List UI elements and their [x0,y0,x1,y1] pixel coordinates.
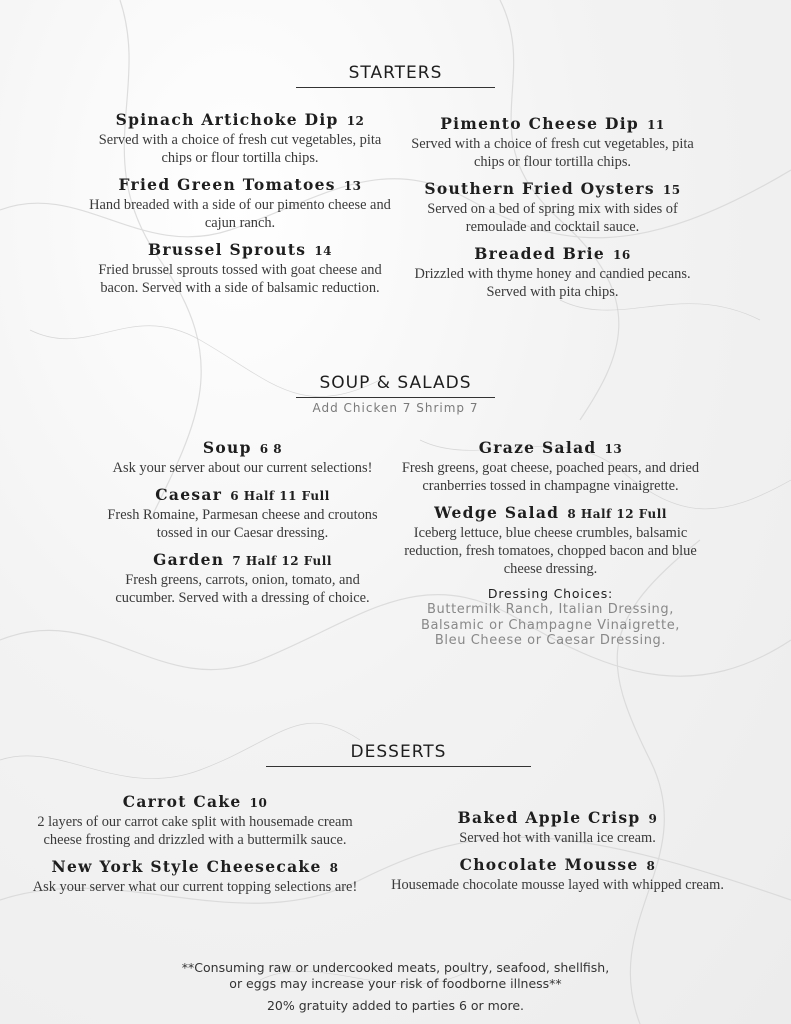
menu-item [400,179,705,236]
desserts-left-column [25,792,365,904]
item-description: Fried brussel sprouts tossed with goat cheese and bacon. Served with a side of balsamic reduction. [98,262,382,296]
item-name: Pimento Cheese Dip [440,114,640,133]
add-protein-note: Add Chicken 7 Shrimp 7 [312,401,479,415]
item-price: 8 [646,859,656,873]
dressing-line: Buttermilk Ranch, Italian Dressing, [427,602,674,617]
menu-item [398,438,703,495]
item-name: Graze Salad [478,438,597,457]
food-safety-warning: **Consuming raw or undercooked meats, poultry, seafood, shellfish, [181,960,610,975]
item-price: 13 [604,442,623,456]
menu-item [380,808,735,847]
dressing-choices-title: Dressing Choices: [487,586,614,601]
desserts-heading: DESSERTS [266,742,531,767]
item-name: Chocolate Mousse [459,855,639,874]
menu-item [95,485,390,542]
starters-right-column [400,114,705,309]
item-price: 6 8 [259,442,283,456]
soup-salads-heading: SOUP & SALADS [296,373,495,398]
item-name: Breaded Brie [474,244,606,263]
item-price: 9 [648,812,658,826]
item-name: Carrot Cake [122,792,242,811]
item-price: 11 [647,118,665,132]
item-name: Southern Fried Oysters [424,179,655,198]
food-safety-warning: or eggs may increase your risk of foodborne illness** [229,976,562,991]
menu-item [380,855,735,894]
soup-right-column [398,438,703,649]
dressing-line: Balsamic or Champagne Vinaigrette, [420,617,681,633]
item-description: Fresh greens, goat cheese, poached pears, and dried cranberries tossed in champagne vinaigrette. [401,460,700,494]
dressing-line: Bleu Cheese or Caesar Dressing. [434,633,667,648]
menu-item [85,175,395,232]
item-name: Brussel Sprouts [147,240,307,259]
item-description: Served with a choice of fresh cut vegetables, pita chips or flour tortilla chips. [98,132,382,166]
soup-left-column [95,438,390,615]
item-price: 7 Half 12 Full [232,554,332,568]
item-price: 6 Half 11 Full [230,489,330,503]
menu-item [400,114,705,171]
item-description: Housemade chocolate mousse layed with whipped cream. [391,877,724,893]
item-description: Served on a bed of spring mix with sides of remoulade and cocktail sauce. [427,201,678,235]
dressing-choices [398,586,703,649]
item-price: 15 [662,183,681,197]
item-name: New York Style Cheesecake [51,857,322,876]
menu-item [25,857,365,896]
gratuity-note: 20% gratuity added to parties 6 or more. [266,998,525,1013]
item-name: Caesar [155,485,223,504]
item-description: Fresh Romaine, Parmesan cheese and croutons tossed in our Caesar dressing. [107,507,378,541]
menu-item [95,550,390,607]
item-price: 8 [329,861,339,875]
item-price: 16 [613,248,631,262]
item-name: Baked Apple Crisp [457,808,641,827]
desserts-right-column [380,808,735,902]
starters-heading: STARTERS [296,63,495,88]
menu-item [85,110,395,167]
item-description: Served with a choice of fresh cut vegetables, pita chips or flour tortilla chips. [411,136,694,170]
item-description: Ask your server about our current selections! [112,460,373,476]
footer-notes [0,960,791,1013]
item-description: Ask your server what our current topping selections are! [32,879,358,895]
menu-item [95,438,390,477]
item-description: Drizzled with thyme honey and candied pecans. Served with pita chips. [414,266,691,300]
item-name: Soup [202,438,252,457]
item-price: 8 Half 12 Full [567,507,667,521]
menu-item [85,240,395,297]
item-name: Spinach Artichoke Dip [115,110,339,129]
item-name: Fried Green Tomatoes [118,175,336,194]
item-price: 13 [343,179,362,193]
item-description: 2 layers of our carrot cake split with housemade cream cheese frosting and drizzled with a buttermilk sauce. [37,814,353,848]
menu-item [400,244,705,301]
item-description: Iceberg lettuce, blue cheese crumbles, balsamic reduction, fresh tomatoes, chopped bacon and blue cheese dressing. [404,525,697,577]
item-name: Garden [153,550,225,569]
item-description: Fresh greens, carrots, onion, tomato, and cucumber. Served with a dressing of choice. [115,572,370,606]
item-description: Served hot with vanilla ice cream. [459,830,656,846]
menu-item [398,503,703,578]
menu-item [25,792,365,849]
item-description: Hand breaded with a side of our pimento cheese and cajun ranch. [89,197,391,231]
item-price: 12 [346,114,365,128]
starters-left-column [85,110,395,305]
item-price: 14 [314,244,333,258]
item-name: Wedge Salad [434,503,560,522]
item-price: 10 [249,796,268,810]
